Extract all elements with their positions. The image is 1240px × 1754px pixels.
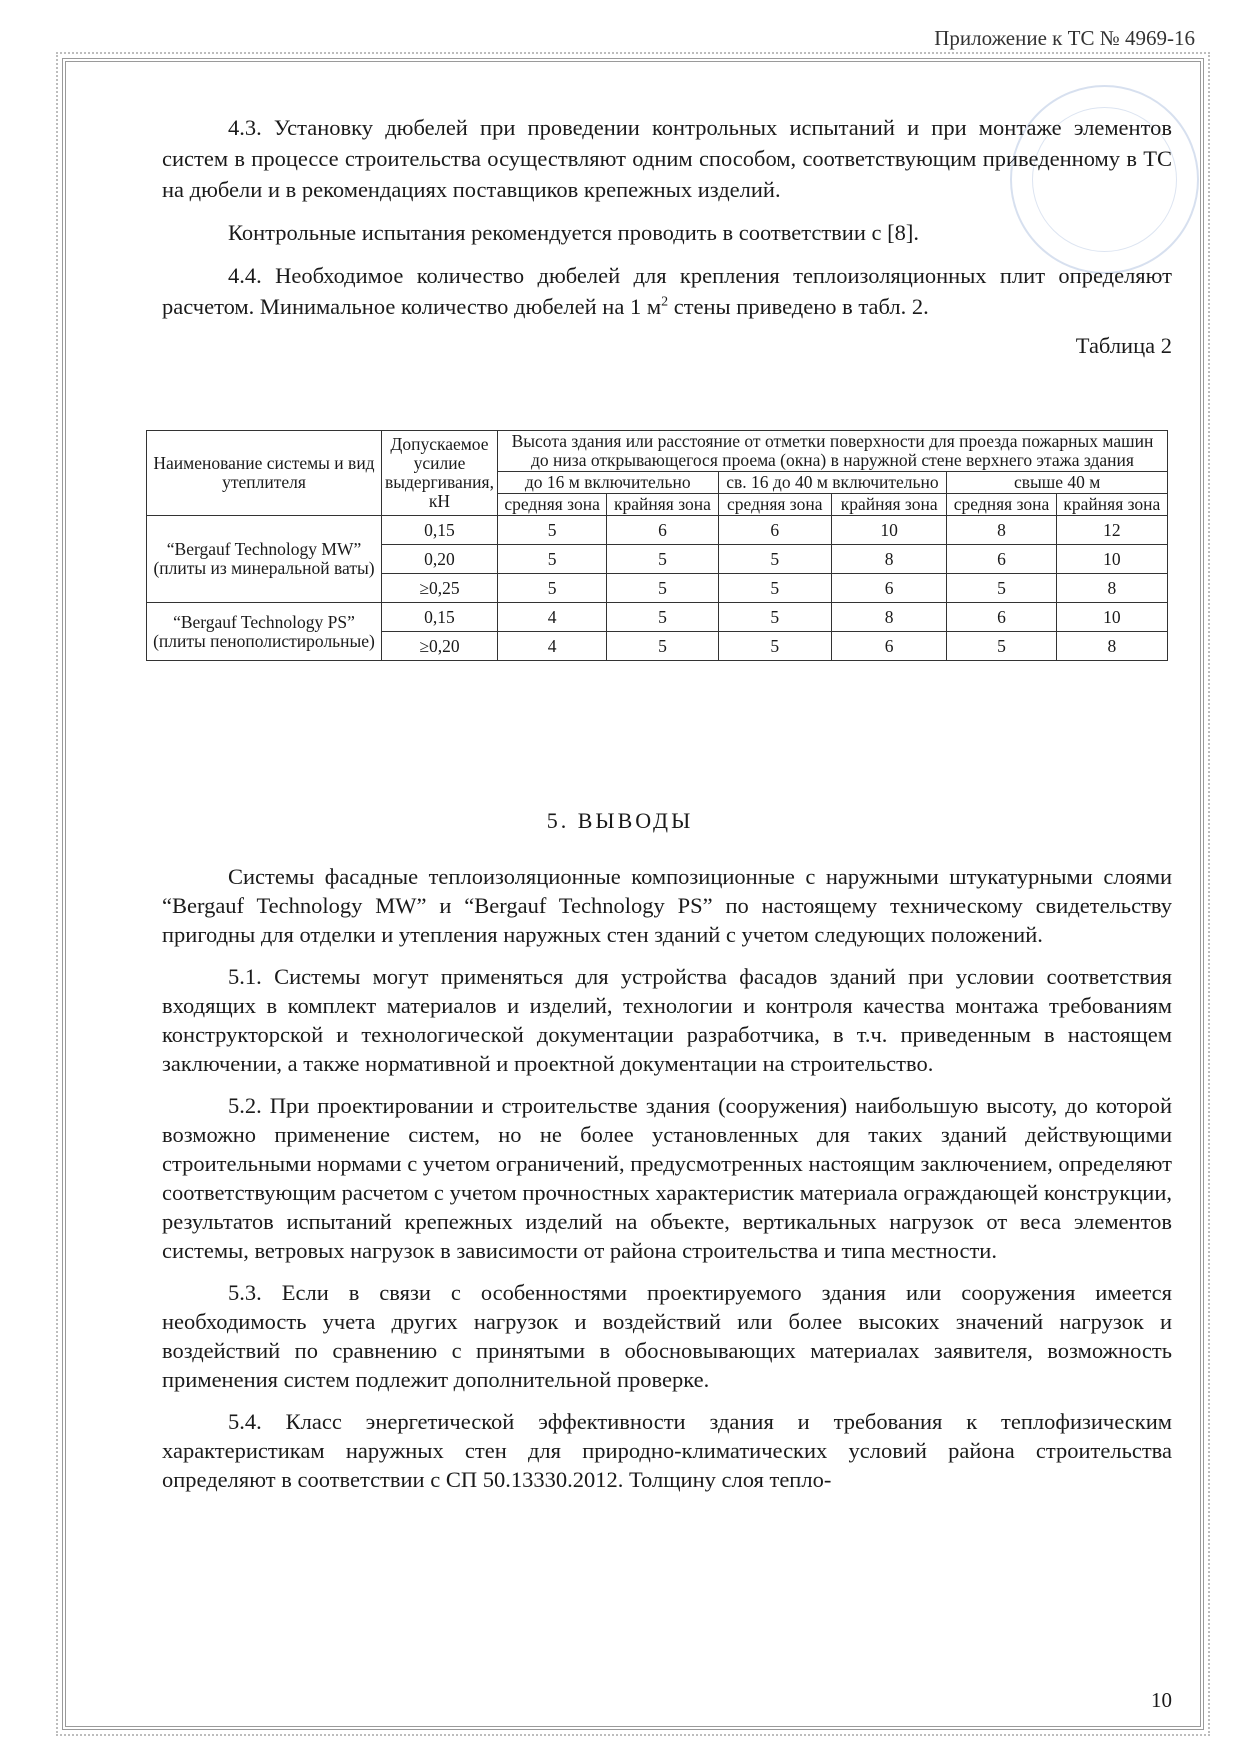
value-cell: 5: [718, 632, 831, 661]
value-cell: 5: [718, 545, 831, 574]
value-cell: 12: [1056, 516, 1167, 545]
header-zone-middle: средняя зона: [718, 494, 831, 516]
header-zone-edge: крайняя зона: [831, 494, 946, 516]
system-cell-ps: [147, 603, 382, 661]
value-cell: 5: [947, 632, 1056, 661]
value-cell: 5: [607, 545, 718, 574]
paragraph-conclusion-intro: Системы фасадные теплоизоляционные композиционные с наружными штукатурными слоями “Bergauf Technology MW” и “Bergauf Technology PS” по настоящему техническому свидетельству пригодны для отделки и утепления наружных стен зданий с учетом следующих положений.: [162, 864, 1172, 947]
value-cell: 10: [831, 516, 946, 545]
value-cell: 6: [947, 545, 1056, 574]
superscript-2: 2: [661, 294, 669, 310]
table-row: [147, 603, 1168, 632]
top-text: [162, 112, 1172, 361]
value-cell: 5: [947, 574, 1056, 603]
value-cell: 5: [607, 574, 718, 603]
header-group-2: св. 16 до 40 м включительно: [718, 472, 947, 494]
value-cell: 5: [497, 516, 606, 545]
table-2: [146, 430, 1168, 661]
value-cell: 8: [947, 516, 1056, 545]
conclusions-text: [162, 862, 1172, 1494]
table-row: [147, 516, 1168, 545]
value-cell: 10: [1056, 603, 1167, 632]
force-cell: ≥0,25: [382, 574, 498, 603]
header-force: Допускаемое усилие выдергивания, кН: [382, 431, 498, 516]
header-system: Наименование системы и вид утеплителя: [147, 431, 382, 516]
force-cell: 0,20: [382, 545, 498, 574]
paragraph-4-4-tail: стены приведено в табл. 2.: [668, 294, 929, 319]
value-cell: 4: [497, 632, 606, 661]
value-cell: 4: [497, 603, 606, 632]
value-cell: 5: [607, 632, 718, 661]
system-name: “Bergauf Technology PS”: [173, 611, 355, 632]
value-cell: 6: [718, 516, 831, 545]
paragraph-4-4: [162, 260, 1172, 322]
header-note: Приложение к ТС № 4969-16: [934, 26, 1195, 50]
value-cell: 6: [831, 632, 946, 661]
force-cell: ≥0,20: [382, 632, 498, 661]
system-cell-mw: [147, 516, 382, 603]
header-group-1: до 16 м включительно: [497, 472, 718, 494]
header-height: Высота здания или расстояние от отметки поверхности для проезда пожарных машин до низа открывающегося проема (окна) в наружной стене верхнего этажа здания: [497, 431, 1167, 472]
value-cell: 8: [831, 545, 946, 574]
table-caption: Таблица 2: [1075, 333, 1172, 358]
force-cell: 0,15: [382, 516, 498, 545]
header-zone-edge: крайняя зона: [1056, 494, 1167, 516]
paragraph-5-2: 5.2. При проектировании и строительстве здания (сооружения) наибольшую высоту, до которой возможно применение систем, но не более установленных для таких зданий действующими строительными нормами с учетом ограничений, предусмотренных настоящим заключением, определяют соответствующим расчетом с учетом прочностных характеристик материала ограждающей конструкции, результатов испытаний крепежных изделий на объекте, вертикальных нагрузок от веса элементов системы, ветровых нагрузок в зависимости от района строительства и типа местности.: [162, 1093, 1172, 1263]
header-zone-middle: средняя зона: [497, 494, 606, 516]
value-cell: 8: [831, 603, 946, 632]
paragraph-5-3: 5.3. Если в связи с особенностями проектируемого здания или сооружения имеется необходимость учета других нагрузок и воздействий или более высоких значений нагрузок и воздействий по сравнению с принятыми в обосновывающих материалах заявителя, возможность применения систем подлежит дополнительной проверке.: [162, 1280, 1172, 1392]
value-cell: 5: [497, 545, 606, 574]
paragraph-5-1: 5.1. Системы могут применяться для устройства фасадов зданий при условии соответствия входящих в комплект материалов и изделий, технологии и контроля качества монтажа требованиям конструкторской и технологической документации разработчика, в т.ч. приведенным в настоящем заключении, а также нормативной и проектной документации на строительство.: [162, 964, 1172, 1076]
header-zone-middle: средняя зона: [947, 494, 1056, 516]
value-cell: 5: [718, 574, 831, 603]
value-cell: 5: [607, 603, 718, 632]
value-cell: 5: [718, 603, 831, 632]
force-cell: 0,15: [382, 603, 498, 632]
value-cell: 6: [831, 574, 946, 603]
paragraph-control-tests: Контрольные испытания рекомендуется проводить в соответствии с [8].: [228, 220, 919, 245]
paragraph-4-4-text: 4.4. Необходимое количество дюбелей для крепления теплоизоляционных плит определяют расчетом. Минимальное количество дюбелей на 1 м: [162, 263, 1172, 319]
value-cell: 10: [1056, 545, 1167, 574]
header-zone-edge: крайняя зона: [607, 494, 718, 516]
value-cell: 8: [1056, 574, 1167, 603]
system-note: (плиты пенополистирольные): [153, 630, 375, 651]
system-name: “Bergauf Technology MW”: [166, 539, 362, 559]
page-number: 10: [1151, 1688, 1172, 1712]
value-cell: 6: [947, 603, 1056, 632]
system-note: (плиты из минеральной ваты): [153, 558, 375, 578]
header-group-3: свыше 40 м: [947, 472, 1168, 494]
value-cell: 8: [1056, 632, 1167, 661]
value-cell: 5: [497, 574, 606, 603]
section-title: 5. ВЫВОДЫ: [546, 808, 694, 833]
paragraph-4-3: 4.3. Установку дюбелей при проведении контрольных испытаний и при монтаже элементов систем в процессе строительства осуществляют одним способом, соответствующим приведенному в ТС на дюбели и в рекомендациях поставщиков крепежных изделий.: [162, 115, 1172, 202]
value-cell: 6: [607, 516, 718, 545]
paragraph-5-4: 5.4. Класс энергетической эффективности здания и требования к теплофизическим характеристикам наружных стен для природно-климатических условий района строительства определяют в соответствии с СП 50.13330.2012. Толщину слоя тепло-: [162, 1409, 1172, 1492]
